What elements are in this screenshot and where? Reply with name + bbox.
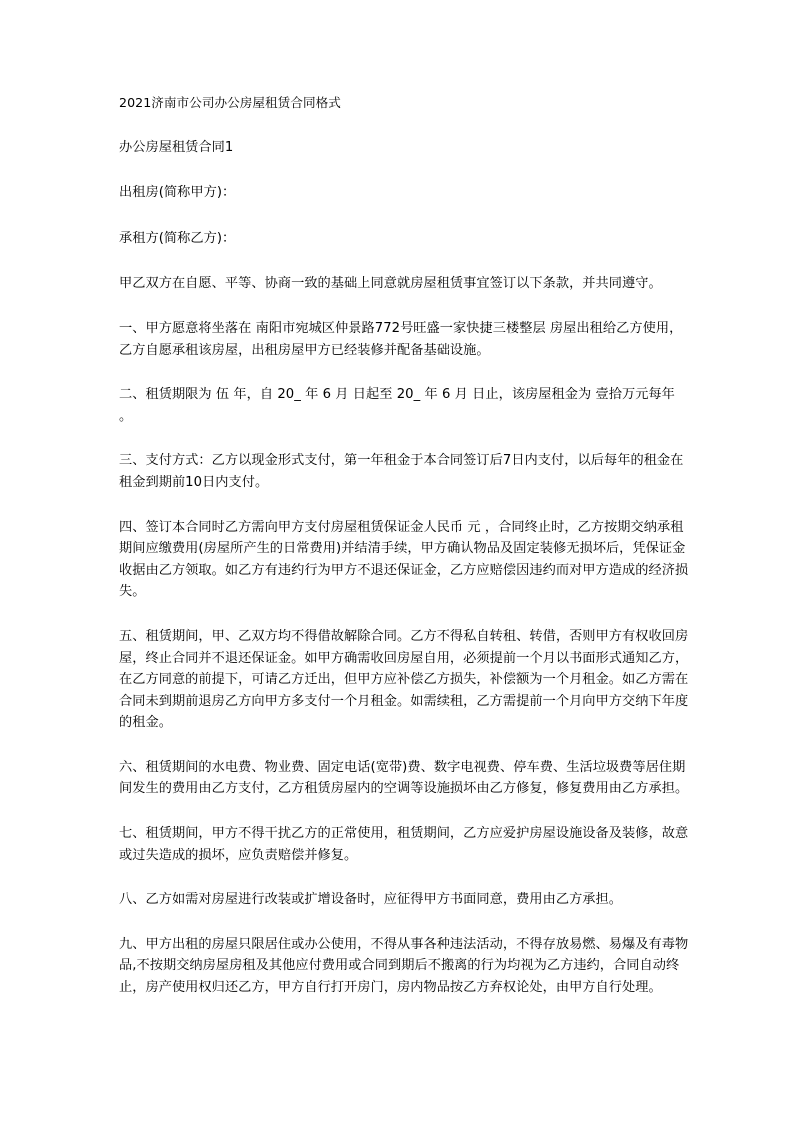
clause-8-paragraph: 八、乙方如需对房屋进行改装或扩增设备时，应征得甲方书面同意，费用由乙方承担。 xyxy=(119,892,623,908)
lessee-label: 承租方(简称乙方)： xyxy=(119,230,236,246)
clause-3-paragraph: 三、支付方式：乙方以现金形式支付，第一年租金于本合同签订后7日内支付，以后每年的租金在租金到期前10日内支付。 xyxy=(119,453,684,490)
document-page xyxy=(119,92,689,1022)
preamble-paragraph: 甲乙双方在自愿、平等、协商一致的基础上同意就房屋租赁事宜签订以下条款，并共同遵守。 xyxy=(119,276,662,292)
clause-2-paragraph: 二、租赁期限为 伍 年，自 20_ 年 6 月 日起至 20_ 年 6 月 日止，该房屋租金为 壹拾万元每年 。 xyxy=(119,387,675,424)
clause-4-paragraph: 四、签订本合同时乙方需向甲方支付房屋租赁保证金人民币 元 ，合同终止时，乙方按期交纳承租期间应缴费用(房屋所产生的日常费用)并结清手续，甲方确认物品及固定装修无损坏后，凭保证金收据由乙方领取。如乙方有违约行为甲方不退还保证金，乙方应赔偿因违约而对甲方造成的经济损失。 xyxy=(119,519,689,600)
clause-1-paragraph: 一、甲方愿意将坐落在 南阳市宛城区仲景路772号旺盛一家快捷三楼整层 房屋出租给乙方使用，乙方自愿承租该房屋，出租房屋甲方已经装修并配备基础设施。 xyxy=(119,320,683,358)
clause-9-paragraph: 九、甲方出租的房屋只限居住或办公使用，不得从事各种违法活动，不得存放易燃、易爆及有毒物品,不按期交纳房屋房租及其他应付费用或合同到期后不搬离的行为均视为乙方违约，合同自动终止，房产使用权归还乙方，甲方自行打开房门，房内物品按乙方弃权论处，由甲方自行处理。 xyxy=(119,936,689,996)
clause-7-paragraph: 七、租赁期间，甲方不得干扰乙方的正常使用，租赁期间，乙方应爱护房屋设施设备及装修，故意或过失造成的损坏，应负责赔偿并修复。 xyxy=(119,826,689,863)
clause-5-paragraph: 五、租赁期间，甲、乙双方均不得借故解除合同。乙方不得私自转租、转借，否则甲方有权收回房屋，终止合同并不退还保证金。如甲方确需收回房屋自用，必须提前一个月以书面形式通知乙方，在乙方同意的前提下，可请乙方迁出，但甲方应补偿乙方损失，补偿额为一个月租金。如乙方需在合同未到期前退房乙方向甲方多支付一个月租金。如需续租，乙方需提前一个月向甲方交纳下年度的租金。 xyxy=(119,628,689,731)
lessor-label: 出租房(简称甲方)： xyxy=(119,185,236,201)
clause-6-paragraph: 六、租赁期间的水电费、物业费、固定电话(宽带)费、数字电视费、停车费、生活垃圾费等居住期间发生的费用由乙方支付，乙方租赁房屋内的空调等设施损坏由乙方修复，修复费用由乙方承担。 xyxy=(119,759,689,797)
contract-subtitle: 办公房屋租赁合同1 xyxy=(119,139,234,155)
document-title: 2021济南市公司办公房屋租赁合同格式 xyxy=(119,95,341,110)
